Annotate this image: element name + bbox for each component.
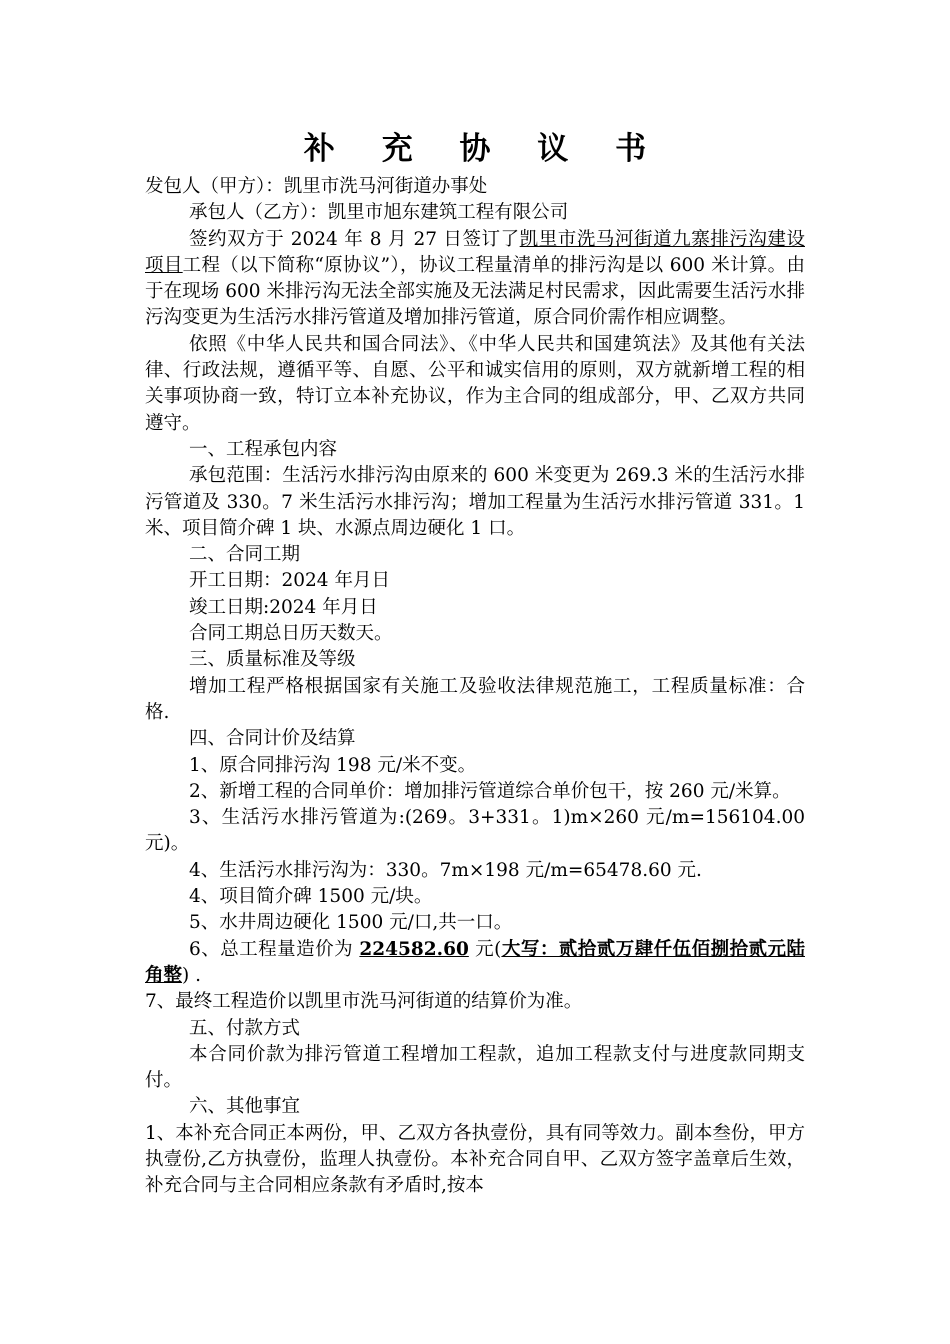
section-2-heading: 二、合同工期 (189, 544, 301, 566)
section-5-heading: 五、付款方式 (189, 1017, 301, 1039)
quality-paragraph: 增加工程严格根据国家有关施工及验收法律规范施工，工程质量标准：合格. (145, 675, 805, 723)
total-amount: 224582.60 (359, 938, 469, 960)
document-title: 补 充 协 议 书 (303, 131, 665, 167)
total-post: ) . (182, 964, 201, 986)
document-page (145, 130, 805, 1200)
other-matters-paragraph: 1、本补充合同正本两份，甲、乙双方各执壹份，具有同等效力。副本叁份，甲方执壹份,乙方执壹份，监理人执壹份。本补充合同自甲、乙双方签字盖章后生效，补充合同与主合同相应条款有矛盾时,按本 (145, 1122, 805, 1197)
section-1-heading: 一、工程承包内容 (189, 438, 338, 460)
project-name: 凯里市洗马河街道九寨排污沟建设项目 (145, 228, 805, 276)
intro-pre: 签约双方于 2024 年 8 月 27 日签订了 (189, 228, 520, 250)
total-amount-words: 大写：贰拾贰万肆仟伍佰捌拾贰元陆角整 (145, 938, 805, 986)
pricing-item-6: 5、水井周边硬化 1500 元/口,共一口。 (189, 912, 513, 934)
pricing-item-3: 3、生活污水排污管道为:(269。3+331。1)m×260 元/m=156104.00 元)。 (145, 807, 805, 855)
section-3-heading: 三、质量标准及等级 (189, 649, 356, 671)
pricing-total (145, 937, 805, 990)
end-date: 竣工日期:2024 年月日 (189, 596, 378, 618)
pricing-item-1: 1、原合同排污沟 198 元/米不变。 (189, 754, 477, 776)
pricing-item-4: 4、生活污水排污沟为：330。7m×198 元/m=65478.60 元. (189, 859, 702, 881)
total-mid: 元( (468, 938, 502, 960)
start-date: 开工日期：2024 年月日 (189, 570, 390, 592)
payment-paragraph: 本合同价款为排污管道工程增加工程款，追加工程款支付与进度款同期支付。 (145, 1043, 805, 1092)
intro-paragraph (145, 227, 805, 332)
basis-paragraph: 依照《中华人民共和国合同法》、《中华人民共和国建筑法》及其他有关法律、行政法规，遵循平等、自愿、公平和诚实信用的原则，双方就新增工程的相关事项协商一致，特订立本补充协议，作为主合同的组成部分，甲、乙双方共同遵守。 (145, 333, 805, 434)
total-pre: 6、总工程量造价为 (189, 938, 360, 960)
section-6-heading: 六、其他事宜 (189, 1096, 301, 1118)
scope-paragraph: 承包范围：生活污水排污沟由原来的 600 米变更为 269.3 米的生活污水排污管道及 330。7 米生活污水排污沟；增加工程量为生活污水排污管道 331。1 米、项目简介碑 1 块、水源点周边硬化 1 口。 (145, 465, 805, 539)
intro-post: 工程（以下简称“原协议”），协议工程量清单的排污沟是以 600 米计算。由于在现场 600 米排污沟无法全部实施及无法满足村民需求，因此需要生活污水排污沟变更为生活污水排污管道及增加排污管道，原合同价需作相应调整。 (145, 254, 805, 329)
pricing-item-7: 7、最终工程造价以凯里市洗马河街道的结算价为准。 (145, 991, 583, 1013)
pricing-item-5: 4、项目简介碑 1500 元/块。 (189, 886, 433, 908)
section-4-heading: 四、合同计价及结算 (189, 728, 356, 750)
party-a: 发包人（甲方）：凯里市洗马河街道办事处 (145, 176, 488, 197)
total-duration: 合同工期总日历天数天。 (189, 623, 393, 645)
party-b: 承包人（乙方）：凯里市旭东建筑工程有限公司 (189, 202, 569, 224)
pricing-item-2: 2、新增工程的合同单价：增加排污管道综合单价包干，按 260 元/米算。 (189, 780, 791, 802)
